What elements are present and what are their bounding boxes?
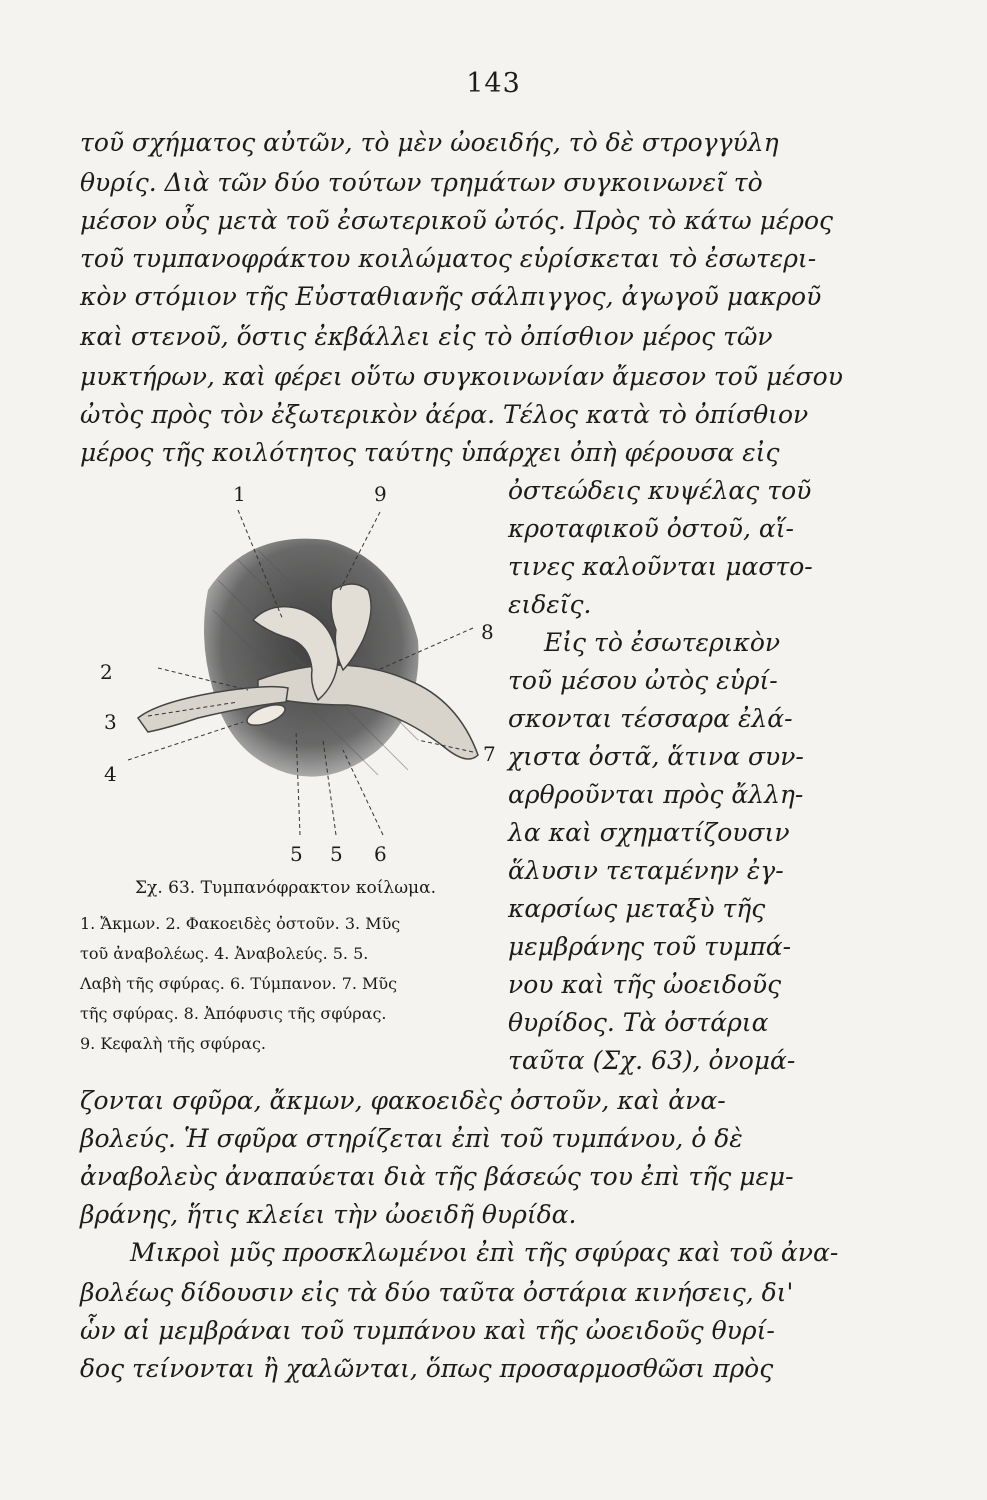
text-line: καὶ στενοῦ, ὅστις ἐκβάλλει εἰς τὸ ὀπίσθιον μέρος τῶν — [80, 322, 773, 351]
side-text-line: καρσίως μεταξὺ τῆς — [508, 894, 766, 923]
figure-label-5a: 5 — [290, 842, 303, 866]
figure-legend-line: 9. Κεφαλὴ τῆς σφύρας. — [80, 1034, 267, 1053]
figure-legend-line: τοῦ ἀναβολέως. 4. Ἀναβολεύς. 5. 5. — [80, 944, 369, 963]
side-text-line: Εἰς τὸ ἐσωτερικὸν — [544, 628, 781, 657]
side-text-line: ειδεῖς. — [508, 590, 592, 619]
side-text-line: ταῦτα (Σχ. 63), ὀνομά- — [508, 1046, 796, 1075]
text-line: ὧν αἱ μεμβράναι τοῦ τυμπάνου καὶ τῆς ὠοειδοῦς θυρί- — [80, 1316, 775, 1345]
figure-label-6: 6 — [374, 842, 387, 866]
page-number: 143 — [466, 68, 521, 99]
figure-label-3: 3 — [104, 710, 117, 734]
text-line: δος τείνονται ἢ χαλῶνται, ὅπως προσαρμοσθῶσι πρὸς — [80, 1354, 774, 1383]
figure-legend-line: 1. Ἄκμων. 2. Φακοειδὲς ὀστοῦν. 3. Μῦς — [80, 914, 401, 933]
text-line: τοῦ τυμπανοφράκτου κοιλώματος εὑρίσκεται τὸ ἐσωτερι- — [80, 244, 817, 273]
side-text-line: αρθροῦνται πρὸς ἄλλη- — [508, 780, 804, 809]
figure-label-9: 9 — [374, 482, 387, 506]
text-line: μέρος τῆς κοιλότητος ταύτης ὑπάρχει ὀπὴ φέρουσα εἰς — [80, 438, 780, 467]
ossicles-illustration — [78, 470, 508, 870]
text-line: τοῦ σχήματος αὐτῶν, τὸ μὲν ὠοειδής, τὸ δὲ στρογγύλη — [80, 128, 779, 157]
text-line: ὠτὸς πρὸς τὸν ἐξωτερικὸν ἀέρα. Τέλος κατὰ τὸ ὀπίσθιον — [80, 400, 809, 429]
text-line: ἀναβολεὺς ἀναπαύεται διὰ τῆς βάσεώς του ἐπὶ τῆς μεμ- — [80, 1162, 794, 1191]
figure-label-2: 2 — [100, 660, 113, 684]
side-text-line: λα καὶ σχηματίζουσιν — [508, 818, 790, 847]
side-text-line: τοῦ μέσου ὠτὸς εὑρί- — [508, 666, 778, 695]
figure-caption-title: Σχ. 63. Τυμπανόφρακτον κοίλωμα. — [135, 878, 436, 898]
figure-label-8: 8 — [481, 620, 494, 644]
text-line: μυκτήρων, καὶ φέρει οὕτω συγκοινωνίαν ἄμεσον τοῦ μέσου — [80, 362, 843, 391]
figure-label-4: 4 — [104, 762, 117, 786]
text-line: βολεύς. Ἡ σφῦρα στηρίζεται ἐπὶ τοῦ τυμπάνου, ὁ δὲ — [80, 1124, 743, 1153]
text-line: ζονται σφῦρα, ἄκμων, φακοειδὲς ὀστοῦν, καὶ ἀνα- — [80, 1086, 726, 1115]
text-line: βράνης, ἥτις κλείει τὴν ὠοειδῆ θυρίδα. — [80, 1200, 577, 1229]
side-text-line: τινες καλοῦνται μαστο- — [508, 552, 813, 581]
figure-label-1: 1 — [233, 482, 246, 506]
figure-label-7: 7 — [483, 742, 496, 766]
side-text-line: κροταφικοῦ ὀστοῦ, αἵ- — [508, 514, 794, 543]
side-text-line: σκονται τέσσαρα ἐλά- — [508, 704, 793, 733]
side-text-line: θυρίδος. Τὰ ὀστάρια — [508, 1008, 769, 1037]
side-text-line: ὀστεώδεις κυψέλας τοῦ — [508, 476, 812, 505]
figure-label-5b: 5 — [330, 842, 343, 866]
side-text-line: νου καὶ τῆς ὠοειδοῦς — [508, 970, 782, 999]
text-line: κὸν στόμιον τῆς Εὐσταθιανῆς σάλπιγγος, ἀγωγοῦ μακροῦ — [80, 282, 822, 311]
text-line: θυρίς. Διὰ τῶν δύο τούτων τρημάτων συγκοινωνεῖ τὸ — [80, 168, 763, 197]
side-text-line: ἅλυσιν τεταμένην ἐγ- — [508, 856, 784, 885]
side-text-line: μεμβράνης τοῦ τυμπά- — [508, 932, 792, 961]
figure-legend-line: Λαβὴ τῆς σφύρας. 6. Τύμπανον. 7. Μῦς — [80, 974, 398, 993]
text-line: Μικροὶ μῦς προσκλωμένοι ἐπὶ τῆς σφύρας καὶ τοῦ ἀνα- — [130, 1238, 839, 1267]
ear-ossicles-figure — [78, 470, 508, 870]
figure-legend-line: τῆς σφύρας. 8. Ἀπόφυσις τῆς σφύρας. — [80, 1004, 387, 1023]
text-line: μέσον οὖς μετὰ τοῦ ἐσωτερικοῦ ὠτός. Πρὸς τὸ κάτω μέρος — [80, 206, 834, 235]
text-line: βολέως δίδουσιν εἰς τὰ δύο ταῦτα ὀστάρια κινήσεις, δι' — [80, 1278, 794, 1307]
side-text-line: χιστα ὀστᾶ, ἅτινα συν- — [508, 742, 804, 771]
